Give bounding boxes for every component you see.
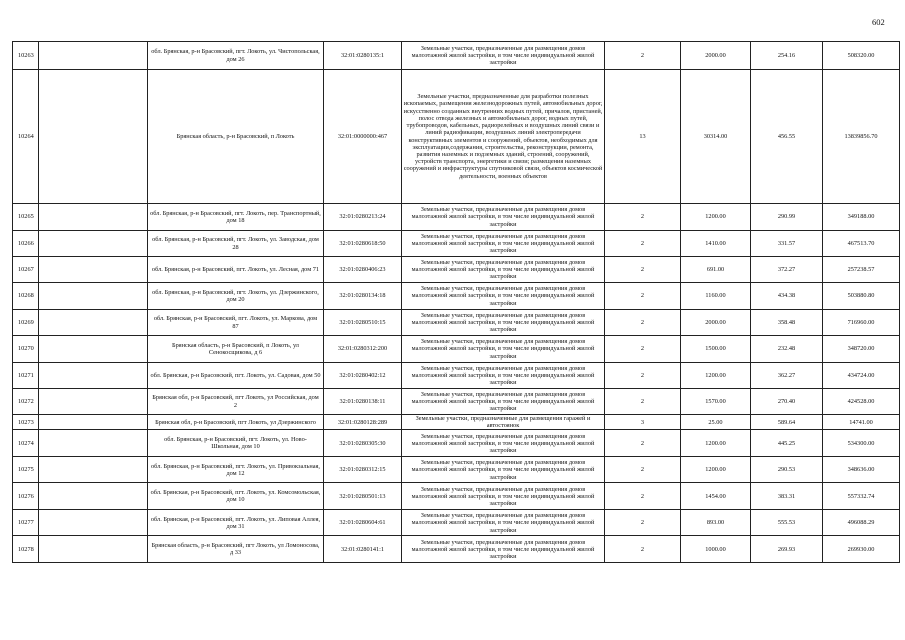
- land-use-cell: Земельные участки, предназначенные для размещения домов малоэтажной жилой застройки, в том числе индивидуальной жилой застройки: [402, 363, 605, 389]
- record-number-cell: 10266: [13, 231, 39, 257]
- specific-value-cell: 270.40: [751, 389, 823, 415]
- page-number: 602: [872, 17, 885, 27]
- use-group-cell: 2: [605, 310, 681, 336]
- table-row: [13, 310, 900, 336]
- specific-value-cell: 290.99: [751, 204, 823, 231]
- use-group-cell: 3: [605, 415, 681, 430]
- address-cell: обл. Брянская, р-н Брасовский, пгт. Локоть, ул. Лесная, дом 71: [148, 257, 324, 283]
- land-use-cell: Земельные участки, предназначенные для размещения домов малоэтажной жилой застройки, в том числе индивидуальной жилой застройки: [402, 389, 605, 415]
- area-cell: 1000.00: [681, 536, 751, 563]
- use-group-cell: 2: [605, 536, 681, 563]
- land-use-cell: Земельные участки, предназначенные для размещения домов малоэтажной жилой застройки, в том числе индивидуальной жилой застройки: [402, 336, 605, 363]
- spacer-cell: [39, 430, 148, 457]
- table-row: [13, 204, 900, 231]
- area-cell: 1200.00: [681, 430, 751, 457]
- cadastral-number-cell: 32:01:0280213:24: [324, 204, 402, 231]
- record-number-cell: 10275: [13, 457, 39, 483]
- land-use-cell: Земельные участки, предназначенные для размещения домов малоэтажной жилой застройки, в том числе индивидуальной жилой застройки: [402, 457, 605, 483]
- area-cell: 1500.00: [681, 336, 751, 363]
- spacer-cell: [39, 310, 148, 336]
- spacer-cell: [39, 483, 148, 510]
- table-row: [13, 363, 900, 389]
- cadastral-value-table: [12, 41, 900, 563]
- table-row: [13, 483, 900, 510]
- record-number-cell: 10278: [13, 536, 39, 563]
- land-use-cell: Земельные участки, предназначенные для размещения домов малоэтажной жилой застройки, в том числе индивидуальной жилой застройки: [402, 231, 605, 257]
- area-cell: 1200.00: [681, 204, 751, 231]
- specific-value-cell: 445.25: [751, 430, 823, 457]
- address-cell: обл. Брянская, р-н Брасовский, пгт. Локоть, ул. Чистопольская, дом 26: [148, 42, 324, 70]
- cadastral-value-cell: 424528.00: [823, 389, 900, 415]
- address-cell: обл. Брянская, р-н Брасовский, пгт. Локоть, ул. Заводская, дом 28: [148, 231, 324, 257]
- table-row: [13, 257, 900, 283]
- use-group-cell: 2: [605, 363, 681, 389]
- land-use-cell: Земельные участки, предназначенные для размещения домов малоэтажной жилой застройки, в том числе индивидуальной жилой застройки: [402, 42, 605, 70]
- cadastral-number-cell: 32:01:0280312:200: [324, 336, 402, 363]
- specific-value-cell: 362.27: [751, 363, 823, 389]
- cadastral-number-cell: 32:01:0280135:1: [324, 42, 402, 70]
- table-row: [13, 70, 900, 204]
- cadastral-value-cell: 503880.80: [823, 283, 900, 310]
- record-number-cell: 10268: [13, 283, 39, 310]
- area-cell: 1454.00: [681, 483, 751, 510]
- table-row: [13, 536, 900, 563]
- address-cell: обл. Брянская, р-н Брасовский, пгт. Локоть, ул. Липовая Аллея, дом 31: [148, 510, 324, 536]
- specific-value-cell: 358.48: [751, 310, 823, 336]
- spacer-cell: [39, 510, 148, 536]
- use-group-cell: 2: [605, 510, 681, 536]
- spacer-cell: [39, 70, 148, 204]
- cadastral-number-cell: 32:01:0280604:61: [324, 510, 402, 536]
- spacer-cell: [39, 336, 148, 363]
- address-cell: обл. Брянская, р-н Брасовский, пгт. Локоть, ул. Комсомольская, дом 10: [148, 483, 324, 510]
- record-number-cell: 10274: [13, 430, 39, 457]
- spacer-cell: [39, 389, 148, 415]
- use-group-cell: 2: [605, 389, 681, 415]
- address-cell: Брянская обл, р-н Брасовский, пгт Локоть, ул Российская, дом 2: [148, 389, 324, 415]
- area-cell: 25.00: [681, 415, 751, 430]
- use-group-cell: 2: [605, 283, 681, 310]
- address-cell: Брянская область, р-н Брасовский, п Локоть: [148, 70, 324, 204]
- record-number-cell: 10271: [13, 363, 39, 389]
- cadastral-number-cell: 32:01:0280402:12: [324, 363, 402, 389]
- cadastral-value-cell: 496088.29: [823, 510, 900, 536]
- spacer-cell: [39, 257, 148, 283]
- spacer-cell: [39, 231, 148, 257]
- specific-value-cell: 555.53: [751, 510, 823, 536]
- cadastral-number-cell: 32:01:0280510:15: [324, 310, 402, 336]
- land-use-cell: Земельные участки, предназначенные для размещения домов малоэтажной жилой застройки, в том числе индивидуальной жилой застройки: [402, 536, 605, 563]
- use-group-cell: 2: [605, 483, 681, 510]
- table-row: [13, 510, 900, 536]
- cadastral-number-cell: 32:01:0280141:1: [324, 536, 402, 563]
- record-number-cell: 10277: [13, 510, 39, 536]
- cadastral-value-cell: 257238.57: [823, 257, 900, 283]
- table-row: [13, 336, 900, 363]
- record-number-cell: 10273: [13, 415, 39, 430]
- use-group-cell: 2: [605, 457, 681, 483]
- address-cell: обл. Брянская, р-н Брасовский, пгт. Локоть, ул. Привокзальная, дом 12: [148, 457, 324, 483]
- area-cell: 1200.00: [681, 457, 751, 483]
- spacer-cell: [39, 415, 148, 430]
- record-number-cell: 10263: [13, 42, 39, 70]
- record-number-cell: 10264: [13, 70, 39, 204]
- cadastral-number-cell: 32:01:0280618:50: [324, 231, 402, 257]
- land-use-cell: Земельные участки, предназначенные для размещения гаражей и автостоянок: [402, 415, 605, 430]
- table-row: [13, 430, 900, 457]
- cadastral-number-cell: 32:01:0280312:15: [324, 457, 402, 483]
- record-number-cell: 10265: [13, 204, 39, 231]
- address-cell: Брянская обл, р-н Брасовский, пгт Локоть, ул Дзержинского: [148, 415, 324, 430]
- specific-value-cell: 254.16: [751, 42, 823, 70]
- use-group-cell: 13: [605, 70, 681, 204]
- use-group-cell: 2: [605, 231, 681, 257]
- area-cell: 1200.00: [681, 363, 751, 389]
- land-use-cell: Земельные участки, предназначенные для размещения домов малоэтажной жилой застройки, в том числе индивидуальной жилой застройки: [402, 204, 605, 231]
- specific-value-cell: 383.31: [751, 483, 823, 510]
- cadastral-number-cell: 32:01:0280128:289: [324, 415, 402, 430]
- land-use-cell: Земельные участки, предназначенные для размещения домов малоэтажной жилой застройки, в том числе индивидуальной жилой застройки: [402, 430, 605, 457]
- table-row: [13, 457, 900, 483]
- cadastral-value-cell: 348636.00: [823, 457, 900, 483]
- area-cell: 691.00: [681, 257, 751, 283]
- cadastral-number-cell: 32:01:0280406:23: [324, 257, 402, 283]
- cadastral-value-cell: 557332.74: [823, 483, 900, 510]
- table-row: [13, 42, 900, 70]
- address-cell: обл. Брянская, р-н Брасовский, пгт. Локоть, ул. Ново-Школьная, дом 10: [148, 430, 324, 457]
- spacer-cell: [39, 204, 148, 231]
- use-group-cell: 2: [605, 42, 681, 70]
- land-use-cell: Земельные участки, предназначенные для разработки полезных ископаемых, размещения железнодорожных путей, автомобильных дорог, искусственно созданных внутренних водных путей, причалов, пристаней, полос отвода железных и автомобильных дорог, водных путей, трубопроводов, кабельных, радиорелейных и воздушных линий связи и линий радиофикации, воздушных линий электропередачи конструктивных элементов и сооружений, объектов, необходимых для эксплуатации,содержания, строительства, реконструкции, ремонта, развития наземных и подземных зданий, строений, сооружений, устройств транспорта, энергетики и связи; размещения наземных сооружений и инфраструктуры спутниковой связи, объектов космической деятельности, военных объектов: [402, 70, 605, 204]
- area-cell: 1160.00: [681, 283, 751, 310]
- cadastral-value-cell: 508320.00: [823, 42, 900, 70]
- cadastral-number-cell: 32:01:0280501:13: [324, 483, 402, 510]
- record-number-cell: 10270: [13, 336, 39, 363]
- address-cell: обл. Брянская, р-н Брасовский, пгт. Локоть, ул. Дзержинского, дом 20: [148, 283, 324, 310]
- cadastral-number-cell: 32:01:0000000:467: [324, 70, 402, 204]
- specific-value-cell: 290.53: [751, 457, 823, 483]
- cadastral-number-cell: 32:01:0280138:11: [324, 389, 402, 415]
- use-group-cell: 2: [605, 336, 681, 363]
- area-cell: 1570.00: [681, 389, 751, 415]
- land-use-cell: Земельные участки, предназначенные для размещения домов малоэтажной жилой застройки, в том числе индивидуальной жилой застройки: [402, 283, 605, 310]
- table-row: [13, 389, 900, 415]
- table-row: [13, 231, 900, 257]
- area-cell: 30314.00: [681, 70, 751, 204]
- specific-value-cell: 434.38: [751, 283, 823, 310]
- address-cell: обл. Брянская, р-н Брасовский, пгт. Локоть, ул. Маркова, дом 87: [148, 310, 324, 336]
- cadastral-number-cell: 32:01:0280305:30: [324, 430, 402, 457]
- address-cell: обл. Брянская, р-н Брасовский, пгт. Локоть, ул. Садовая, дом 50: [148, 363, 324, 389]
- area-cell: 2000.00: [681, 310, 751, 336]
- record-number-cell: 10267: [13, 257, 39, 283]
- use-group-cell: 2: [605, 204, 681, 231]
- cadastral-value-cell: 348720.00: [823, 336, 900, 363]
- use-group-cell: 2: [605, 430, 681, 457]
- address-cell: Брянская область, р-н Брасовский, п Локоть, ул Сенокосщикова, д 6: [148, 336, 324, 363]
- spacer-cell: [39, 536, 148, 563]
- spacer-cell: [39, 457, 148, 483]
- cadastral-value-cell: 349188.00: [823, 204, 900, 231]
- specific-value-cell: 456.55: [751, 70, 823, 204]
- cadastral-value-cell: 13839856.70: [823, 70, 900, 204]
- cadastral-value-cell: 534300.00: [823, 430, 900, 457]
- use-group-cell: 2: [605, 257, 681, 283]
- specific-value-cell: 331.57: [751, 231, 823, 257]
- specific-value-cell: 372.27: [751, 257, 823, 283]
- record-number-cell: 10276: [13, 483, 39, 510]
- specific-value-cell: 269.93: [751, 536, 823, 563]
- specific-value-cell: 589.64: [751, 415, 823, 430]
- area-cell: 1410.00: [681, 231, 751, 257]
- cadastral-value-cell: 14741.00: [823, 415, 900, 430]
- record-number-cell: 10269: [13, 310, 39, 336]
- cadastral-value-cell: 467513.70: [823, 231, 900, 257]
- spacer-cell: [39, 42, 148, 70]
- specific-value-cell: 232.48: [751, 336, 823, 363]
- record-number-cell: 10272: [13, 389, 39, 415]
- land-use-cell: Земельные участки, предназначенные для размещения домов малоэтажной жилой застройки, в том числе индивидуальной жилой застройки: [402, 257, 605, 283]
- land-use-cell: Земельные участки, предназначенные для размещения домов малоэтажной жилой застройки, в том числе индивидуальной жилой застройки: [402, 310, 605, 336]
- address-cell: обл. Брянская, р-н Брасовский, пгт. Локоть, пер. Транспортный, дом 18: [148, 204, 324, 231]
- address-cell: Брянская область, р-н Брасовский, пгт Локоть, ул Ломоносова, д 33: [148, 536, 324, 563]
- cadastral-value-cell: 269930.00: [823, 536, 900, 563]
- cadastral-value-cell: 716960.00: [823, 310, 900, 336]
- area-cell: 893.00: [681, 510, 751, 536]
- table-row: [13, 415, 900, 430]
- cadastral-number-cell: 32:01:0280134:18: [324, 283, 402, 310]
- land-use-cell: Земельные участки, предназначенные для размещения домов малоэтажной жилой застройки, в том числе индивидуальной жилой застройки: [402, 483, 605, 510]
- table-row: [13, 283, 900, 310]
- land-use-cell: Земельные участки, предназначенные для размещения домов малоэтажной жилой застройки, в том числе индивидуальной жилой застройки: [402, 510, 605, 536]
- area-cell: 2000.00: [681, 42, 751, 70]
- cadastral-value-cell: 434724.00: [823, 363, 900, 389]
- spacer-cell: [39, 363, 148, 389]
- spacer-cell: [39, 283, 148, 310]
